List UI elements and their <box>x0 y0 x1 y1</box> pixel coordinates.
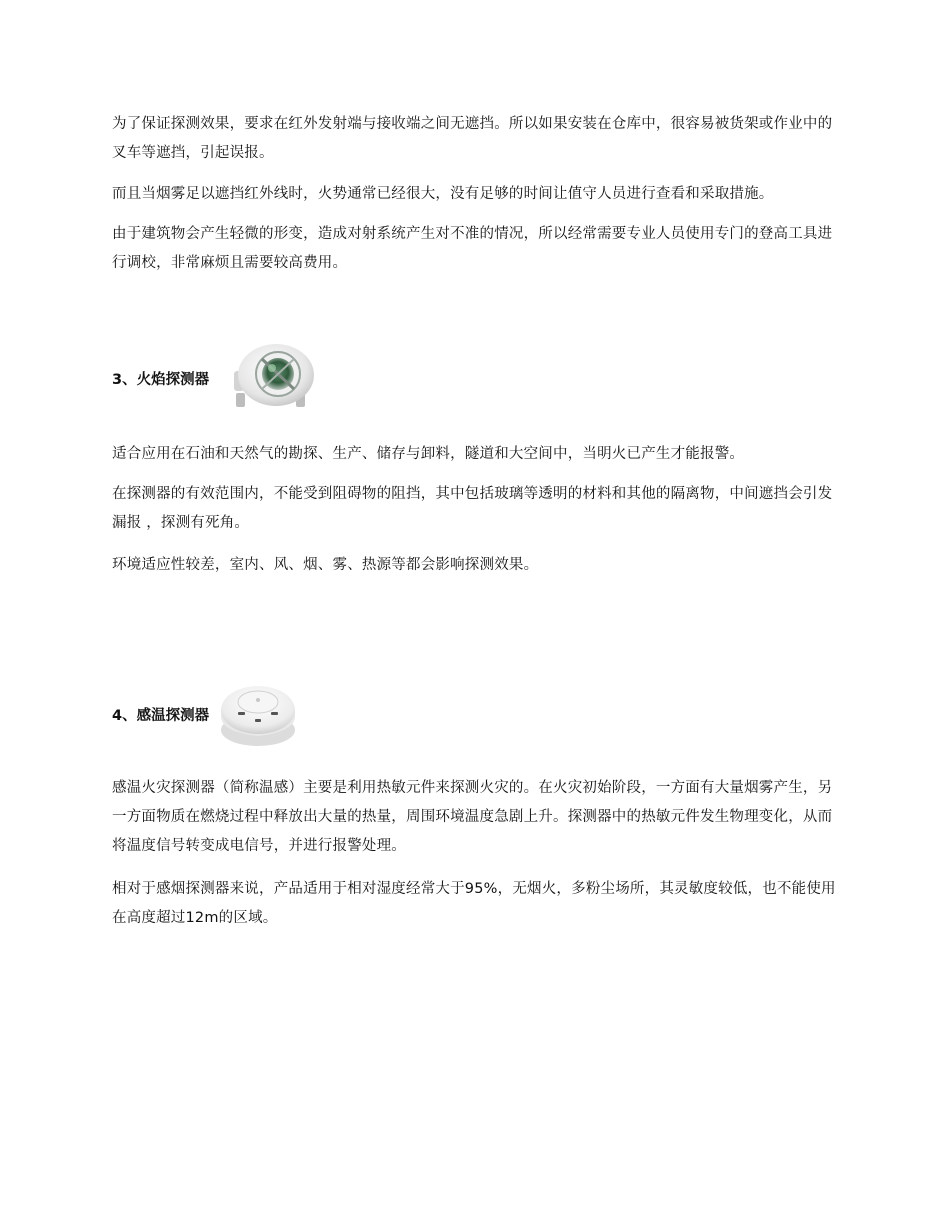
infrared-paragraph-2: 而且当烟雾足以遮挡红外线时，火势通常已经很大，没有足够的时间让值守人员进行查看和采取措施。 <box>112 186 774 202</box>
flame-detector-heading: 3、火焰探测器 <box>112 372 210 388</box>
heat-paragraph-1: 感温火灾探测器（简称温感）主要是利用热敏元件来探测火灾的。在火灾初始阶段，一方面有大量烟雾产生，另一方面物质在燃烧过程中释放出大量的热量，周围环境温度急剧上升。探测器中的热敏元件发生物理变化，从而将温度信号转变成电信号，并进行报警处理。 <box>112 780 833 854</box>
flame-detector-illustration <box>226 341 324 413</box>
flame-paragraph-3: 环境适应性较差，室内、风、烟、雾、热源等都会影响探测效果。 <box>112 557 539 573</box>
heat-detector-heading: 4、感温探测器 <box>112 708 210 724</box>
flame-detector-image <box>226 341 324 413</box>
infrared-paragraph-1: 为了保证探测效果，要求在红外发射端与接收端之间无遮挡。所以如果安装在仓库中，很容易被货架或作业中的叉车等遮挡，引起误报。 <box>112 116 833 161</box>
infrared-paragraph-3: 由于建筑物会产生轻微的形变，造成对射系统产生对不准的情况，所以经常需要专业人员使用专门的登高工具进行调校，非常麻烦且需要较高费用。 <box>112 226 833 271</box>
flame-paragraph-2: 在探测器的有效范围内，不能受到阻碍物的阻挡，其中包括玻璃等透明的材料和其他的隔离物，中间遮挡会引发漏报 ，探测有死角。 <box>112 486 833 531</box>
flame-paragraph-1: 适合应用在石油和天然气的勘探、生产、储存与卸料，隧道和大空间中，当明火已产生才能报警。 <box>112 446 745 462</box>
heat-paragraph-2: 相对于感烟探测器来说，产品适用于相对湿度经常大于95%，无烟火，多粉尘场所，其灵敏度较低，也不能使用在高度超过12m的区域。 <box>112 881 836 926</box>
heat-detector-illustration <box>218 676 298 750</box>
heat-detector-image <box>218 676 298 750</box>
